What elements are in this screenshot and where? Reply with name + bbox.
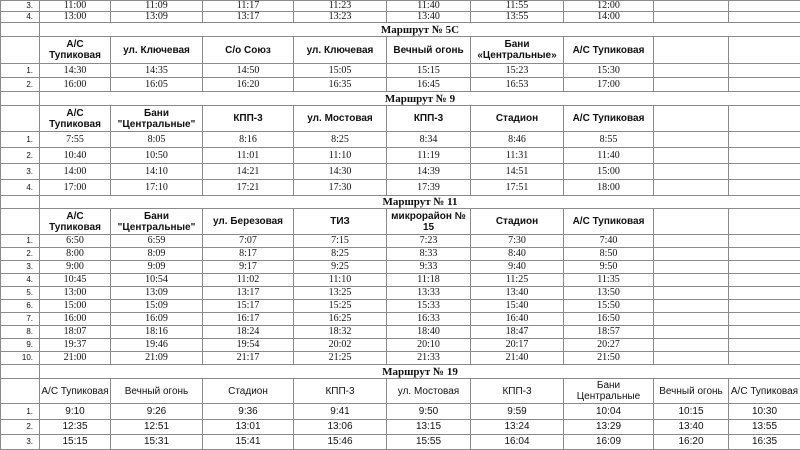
departure-time xyxy=(729,132,800,148)
departure-time xyxy=(729,12,800,23)
departure-time: 6:50 xyxy=(40,235,111,248)
departure-time: 11:02 xyxy=(203,274,294,287)
departure-time: 18:47 xyxy=(471,326,564,339)
departure-time: 15:17 xyxy=(203,300,294,313)
departure-time: 15:30 xyxy=(564,64,654,78)
departure-time: 7:55 xyxy=(40,132,111,148)
departure-time: 15:46 xyxy=(294,435,387,450)
table-row xyxy=(1,435,800,450)
stop-name: ул. Мостовая xyxy=(294,106,387,132)
stops-header-row xyxy=(1,209,800,235)
departure-time: 13:23 xyxy=(294,12,387,23)
departure-time xyxy=(729,235,800,248)
departure-time xyxy=(729,339,800,352)
departure-time xyxy=(654,300,729,313)
departure-time: 13:29 xyxy=(564,420,654,435)
departure-time xyxy=(654,235,729,248)
table-row xyxy=(1,64,800,78)
table-row xyxy=(1,1,800,12)
departure-time xyxy=(654,313,729,326)
stops-header-row xyxy=(1,379,800,404)
departure-time: 19:37 xyxy=(40,339,111,352)
trip-number: 2. xyxy=(1,248,40,261)
stops-header-row xyxy=(1,106,800,132)
table-row xyxy=(1,180,800,196)
departure-time: 9:25 xyxy=(294,261,387,274)
departure-time: 20:02 xyxy=(294,339,387,352)
departure-time: 11:09 xyxy=(111,1,203,12)
departure-time: 11:40 xyxy=(564,148,654,164)
departure-time: 10:04 xyxy=(564,404,654,420)
trip-number: 1. xyxy=(1,404,40,420)
departure-time: 7:30 xyxy=(471,235,564,248)
departure-time: 17:51 xyxy=(471,180,564,196)
empty-cell xyxy=(1,23,40,37)
stop-name: Вечный огонь xyxy=(111,379,203,404)
table-row xyxy=(1,235,800,248)
departure-time: 13:01 xyxy=(203,420,294,435)
departure-time: 16:35 xyxy=(729,435,800,450)
trip-number: 3. xyxy=(1,435,40,450)
empty-cell xyxy=(1,106,40,132)
departure-time: 10:50 xyxy=(111,148,203,164)
departure-time: 14:30 xyxy=(294,164,387,180)
stop-name: ул. Мостовая xyxy=(387,379,471,404)
departure-time: 9:40 xyxy=(471,261,564,274)
departure-time: 11:25 xyxy=(471,274,564,287)
departure-time: 9:50 xyxy=(387,404,471,420)
departure-time: 12:00 xyxy=(564,1,654,12)
departure-time: 9:09 xyxy=(111,261,203,274)
departure-time: 21:09 xyxy=(111,352,203,365)
stop-name xyxy=(729,37,800,64)
departure-time: 14:50 xyxy=(203,64,294,78)
departure-time: 21:17 xyxy=(203,352,294,365)
route-title-row xyxy=(1,23,800,37)
stop-name: Бани Центральные xyxy=(564,379,654,404)
departure-time xyxy=(729,300,800,313)
stop-name: ул. Ключевая xyxy=(294,37,387,64)
departure-time: 16:45 xyxy=(387,78,471,92)
departure-time xyxy=(654,352,729,365)
trip-number: 4. xyxy=(1,12,40,23)
stop-name: КПП-3 xyxy=(203,106,294,132)
stop-name: Бани "Центральные" xyxy=(111,209,203,235)
trip-number: 4. xyxy=(1,180,40,196)
departure-time: 13:40 xyxy=(387,12,471,23)
departure-time xyxy=(654,261,729,274)
route-title: Маршрут № 5С xyxy=(40,23,800,37)
departure-time: 15:15 xyxy=(387,64,471,78)
trip-number: 8. xyxy=(1,326,40,339)
departure-time xyxy=(729,64,800,78)
departure-time: 16:35 xyxy=(294,78,387,92)
departure-time: 11:31 xyxy=(471,148,564,164)
departure-time: 15:25 xyxy=(294,300,387,313)
departure-time xyxy=(729,164,800,180)
departure-time: 16:20 xyxy=(654,435,729,450)
table-row xyxy=(1,339,800,352)
table-row xyxy=(1,148,800,164)
departure-time: 20:27 xyxy=(564,339,654,352)
departure-time: 7:40 xyxy=(564,235,654,248)
departure-time: 13:25 xyxy=(294,287,387,300)
departure-time: 16:53 xyxy=(471,78,564,92)
departure-time: 18:40 xyxy=(387,326,471,339)
departure-time: 21:25 xyxy=(294,352,387,365)
departure-time: 15:33 xyxy=(387,300,471,313)
stop-name xyxy=(654,209,729,235)
departure-time xyxy=(654,326,729,339)
stop-name: С/о Союз xyxy=(203,37,294,64)
trip-number: 9. xyxy=(1,339,40,352)
table-row xyxy=(1,404,800,420)
departure-time: 16:20 xyxy=(203,78,294,92)
departure-time: 13:55 xyxy=(729,420,800,435)
departure-time xyxy=(654,274,729,287)
departure-time: 14:39 xyxy=(387,164,471,180)
departure-time: 17:00 xyxy=(564,78,654,92)
departure-time: 8:05 xyxy=(111,132,203,148)
stop-name: КПП-3 xyxy=(471,379,564,404)
departure-time: 9:41 xyxy=(294,404,387,420)
departure-time: 13:24 xyxy=(471,420,564,435)
departure-time xyxy=(654,132,729,148)
departure-time: 18:24 xyxy=(203,326,294,339)
departure-time: 7:15 xyxy=(294,235,387,248)
departure-time: 17:21 xyxy=(203,180,294,196)
departure-time: 11:40 xyxy=(387,1,471,12)
stops-header-row xyxy=(1,37,800,64)
empty-cell xyxy=(1,196,40,209)
departure-time: 15:00 xyxy=(564,164,654,180)
departure-time: 11:55 xyxy=(471,1,564,12)
departure-time: 9:33 xyxy=(387,261,471,274)
trip-number: 1. xyxy=(1,64,40,78)
departure-time: 15:55 xyxy=(387,435,471,450)
stop-name: А/С Тупиковая xyxy=(40,37,111,64)
departure-time: 19:54 xyxy=(203,339,294,352)
table-row xyxy=(1,132,800,148)
route-title: Маршрут № 9 xyxy=(40,92,800,106)
departure-time: 16:25 xyxy=(294,313,387,326)
route-title-row xyxy=(1,92,800,106)
departure-time xyxy=(729,261,800,274)
departure-time: 12:51 xyxy=(111,420,203,435)
empty-cell xyxy=(1,37,40,64)
stop-name: ТИЗ xyxy=(294,209,387,235)
table-row xyxy=(1,261,800,274)
stop-name: Стадион xyxy=(471,209,564,235)
trip-number: 3. xyxy=(1,261,40,274)
departure-time xyxy=(729,326,800,339)
departure-time: 13:55 xyxy=(471,12,564,23)
departure-time: 9:26 xyxy=(111,404,203,420)
departure-time: 15:41 xyxy=(203,435,294,450)
departure-time: 17:00 xyxy=(40,180,111,196)
table-row xyxy=(1,352,800,365)
departure-time: 18:16 xyxy=(111,326,203,339)
departure-time: 14:30 xyxy=(40,64,111,78)
departure-time: 15:15 xyxy=(40,435,111,450)
stop-name: Стадион xyxy=(471,106,564,132)
stop-name: ул. Березовая xyxy=(203,209,294,235)
departure-time: 8:34 xyxy=(387,132,471,148)
departure-time xyxy=(729,180,800,196)
departure-time: 13:00 xyxy=(40,287,111,300)
departure-time: 9:50 xyxy=(564,261,654,274)
departure-time xyxy=(729,248,800,261)
departure-time: 17:39 xyxy=(387,180,471,196)
table-row xyxy=(1,164,800,180)
stop-name: Бани "Центральные" xyxy=(111,106,203,132)
departure-time: 10:15 xyxy=(654,404,729,420)
departure-time: 16:33 xyxy=(387,313,471,326)
departure-time: 14:21 xyxy=(203,164,294,180)
empty-cell xyxy=(1,209,40,235)
departure-time xyxy=(654,248,729,261)
departure-time xyxy=(729,78,800,92)
departure-time: 21:00 xyxy=(40,352,111,365)
stop-name xyxy=(654,106,729,132)
departure-time: 18:00 xyxy=(564,180,654,196)
trip-number: 2. xyxy=(1,420,40,435)
departure-time: 11:18 xyxy=(387,274,471,287)
departure-time: 13:06 xyxy=(294,420,387,435)
stop-name: А/С Тупиковая xyxy=(729,379,800,404)
departure-time xyxy=(654,1,729,12)
departure-time xyxy=(729,148,800,164)
stop-name: Стадион xyxy=(203,379,294,404)
departure-time: 15:50 xyxy=(564,300,654,313)
trip-number: 5. xyxy=(1,287,40,300)
departure-time: 8:25 xyxy=(294,248,387,261)
stop-name: ул. Ключевая xyxy=(111,37,203,64)
stop-name xyxy=(729,209,800,235)
departure-time: 21:33 xyxy=(387,352,471,365)
departure-time: 20:10 xyxy=(387,339,471,352)
empty-cell xyxy=(1,379,40,404)
departure-time: 10:54 xyxy=(111,274,203,287)
table-row xyxy=(1,274,800,287)
trip-number: 1. xyxy=(1,132,40,148)
departure-time xyxy=(729,287,800,300)
departure-time: 12:35 xyxy=(40,420,111,435)
departure-time: 16:09 xyxy=(111,313,203,326)
departure-time: 11:19 xyxy=(387,148,471,164)
departure-time: 17:30 xyxy=(294,180,387,196)
stop-name: Вечный огонь xyxy=(654,379,729,404)
departure-time xyxy=(654,164,729,180)
departure-time: 9:36 xyxy=(203,404,294,420)
departure-time: 16:00 xyxy=(40,313,111,326)
trip-number: 3. xyxy=(1,164,40,180)
departure-time: 16:05 xyxy=(111,78,203,92)
departure-time: 13:00 xyxy=(40,12,111,23)
departure-time: 21:40 xyxy=(471,352,564,365)
departure-time xyxy=(729,313,800,326)
route-title-row xyxy=(1,365,800,379)
departure-time xyxy=(729,352,800,365)
departure-time: 8:09 xyxy=(111,248,203,261)
departure-time: 14:10 xyxy=(111,164,203,180)
departure-time: 19:46 xyxy=(111,339,203,352)
departure-time xyxy=(654,78,729,92)
table-row xyxy=(1,300,800,313)
departure-time: 15:40 xyxy=(471,300,564,313)
departure-time: 9:59 xyxy=(471,404,564,420)
departure-time: 13:09 xyxy=(111,12,203,23)
stop-name: А/С Тупиковая xyxy=(564,106,654,132)
departure-time: 8:50 xyxy=(564,248,654,261)
table-row xyxy=(1,78,800,92)
departure-time: 8:00 xyxy=(40,248,111,261)
trip-number: 10. xyxy=(1,352,40,365)
trip-number: 6. xyxy=(1,300,40,313)
departure-time: 13:33 xyxy=(387,287,471,300)
stop-name xyxy=(654,37,729,64)
departure-time: 8:40 xyxy=(471,248,564,261)
departure-time: 9:10 xyxy=(40,404,111,420)
departure-time: 13:15 xyxy=(387,420,471,435)
stop-name: Бани «Центральные» xyxy=(471,37,564,64)
departure-time: 9:00 xyxy=(40,261,111,274)
empty-cell xyxy=(1,92,40,106)
departure-time: 8:55 xyxy=(564,132,654,148)
departure-time: 11:10 xyxy=(294,274,387,287)
departure-time: 16:50 xyxy=(564,313,654,326)
stop-name: Вечный огонь xyxy=(387,37,471,64)
departure-time xyxy=(729,1,800,12)
trip-number: 2. xyxy=(1,78,40,92)
departure-time xyxy=(654,12,729,23)
departure-time: 7:07 xyxy=(203,235,294,248)
departure-time: 13:17 xyxy=(203,287,294,300)
stop-name: КПП-3 xyxy=(294,379,387,404)
route-title: Маршрут № 19 xyxy=(40,365,800,379)
trip-number: 7. xyxy=(1,313,40,326)
departure-time: 8:16 xyxy=(203,132,294,148)
departure-time: 13:40 xyxy=(471,287,564,300)
route-title: Маршрут № 11 xyxy=(40,196,800,209)
departure-time: 8:25 xyxy=(294,132,387,148)
departure-time: 18:07 xyxy=(40,326,111,339)
trip-number: 3. xyxy=(1,1,40,12)
departure-time: 8:17 xyxy=(203,248,294,261)
departure-time xyxy=(654,64,729,78)
departure-time: 10:45 xyxy=(40,274,111,287)
departure-time: 11:35 xyxy=(564,274,654,287)
departure-time: 15:00 xyxy=(40,300,111,313)
stop-name: А/С Тупиковая xyxy=(564,209,654,235)
departure-time: 13:17 xyxy=(203,12,294,23)
departure-time: 15:09 xyxy=(111,300,203,313)
departure-time xyxy=(654,180,729,196)
stop-name xyxy=(729,106,800,132)
departure-time: 16:40 xyxy=(471,313,564,326)
departure-time: 21:50 xyxy=(564,352,654,365)
trip-number: 1. xyxy=(1,235,40,248)
departure-time: 11:01 xyxy=(203,148,294,164)
departure-time: 17:10 xyxy=(111,180,203,196)
departure-time xyxy=(729,274,800,287)
empty-cell xyxy=(1,365,40,379)
table-row xyxy=(1,326,800,339)
departure-time: 7:23 xyxy=(387,235,471,248)
table-row xyxy=(1,248,800,261)
table-row xyxy=(1,287,800,300)
departure-time: 13:50 xyxy=(564,287,654,300)
departure-time: 14:35 xyxy=(111,64,203,78)
stop-name: КПП-3 xyxy=(387,106,471,132)
departure-time: 15:31 xyxy=(111,435,203,450)
departure-time: 14:00 xyxy=(40,164,111,180)
departure-time: 15:23 xyxy=(471,64,564,78)
departure-time xyxy=(654,148,729,164)
departure-time: 16:04 xyxy=(471,435,564,450)
departure-time: 16:17 xyxy=(203,313,294,326)
departure-time: 14:51 xyxy=(471,164,564,180)
departure-time: 11:00 xyxy=(40,1,111,12)
departure-time xyxy=(654,339,729,352)
departure-time: 18:32 xyxy=(294,326,387,339)
stop-name: А/С Тупиковая xyxy=(40,379,111,404)
trip-number: 2. xyxy=(1,148,40,164)
departure-time xyxy=(654,287,729,300)
route-title-row xyxy=(1,196,800,209)
trip-number: 4. xyxy=(1,274,40,287)
departure-time: 10:30 xyxy=(729,404,800,420)
departure-time: 15:05 xyxy=(294,64,387,78)
departure-time: 9:17 xyxy=(203,261,294,274)
table-row xyxy=(1,313,800,326)
departure-time: 11:23 xyxy=(294,1,387,12)
departure-time: 13:09 xyxy=(111,287,203,300)
departure-time: 8:33 xyxy=(387,248,471,261)
table-row xyxy=(1,12,800,23)
departure-time: 10:40 xyxy=(40,148,111,164)
stop-name: микрорайон № 15 xyxy=(387,209,471,235)
table-row xyxy=(1,420,800,435)
departure-time: 18:57 xyxy=(564,326,654,339)
departure-time: 20:17 xyxy=(471,339,564,352)
departure-time: 8:46 xyxy=(471,132,564,148)
departure-time: 6:59 xyxy=(111,235,203,248)
stop-name: А/С Тупиковая xyxy=(40,106,111,132)
departure-time: 16:09 xyxy=(564,435,654,450)
departure-time: 14:00 xyxy=(564,12,654,23)
departure-time: 16:00 xyxy=(40,78,111,92)
stop-name: А/С Тупиковая xyxy=(564,37,654,64)
stop-name: А/С Тупиковая xyxy=(40,209,111,235)
departure-time: 13:40 xyxy=(654,420,729,435)
departure-time: 11:10 xyxy=(294,148,387,164)
departure-time: 11:17 xyxy=(203,1,294,12)
